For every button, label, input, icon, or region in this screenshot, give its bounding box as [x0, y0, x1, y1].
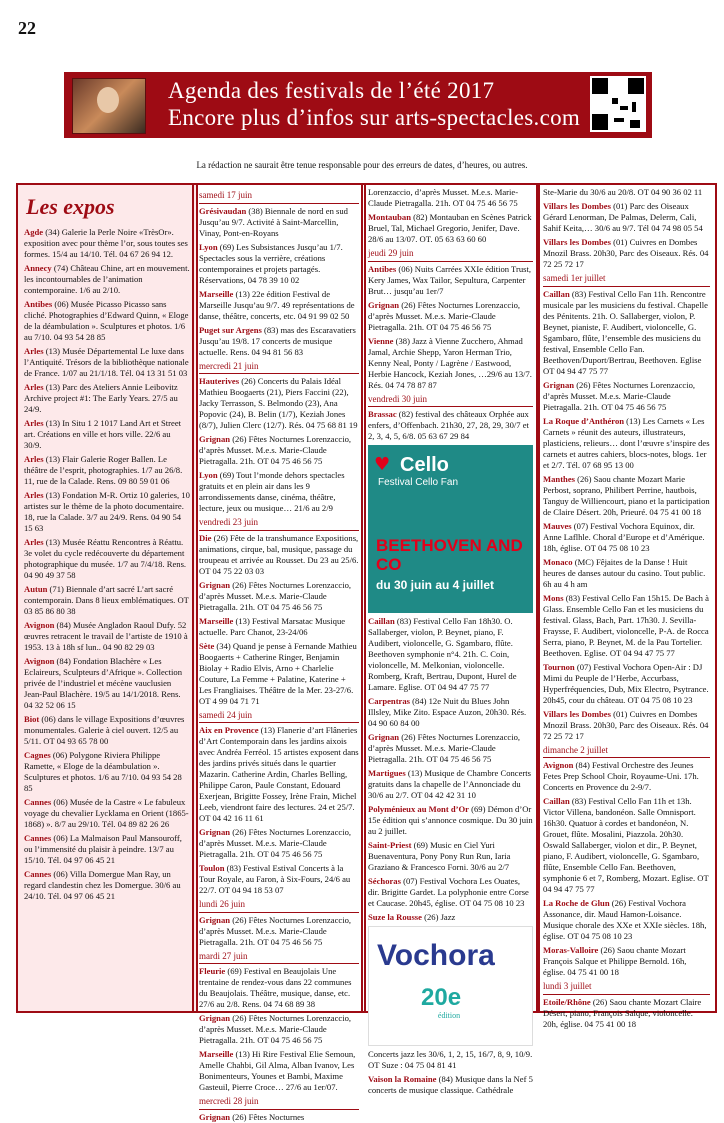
- agenda-entry: [24, 656, 190, 711]
- agenda-entry: [368, 1074, 533, 1096]
- entry-text: (38) Biennale de nord en sud Jusqu’au 9/7. Activité à Saint-Marcellin, Vinay, Pont-en-Royans: [199, 205, 348, 238]
- entry-text: (83) Festival Cello Fan 18h30. O. Sallaberger, violon, P. Beynet, piano, F. Audibert, violoncelle, G. Sgambaro, flûte. Beethoven symphonie n°4. 21h. C. Coin, violoncelle, M. Melkonian, violoncelle. Romberg, Kraft, Bertrau, Dupont, Hurel de Lamare. Eglise. OT 04 94 47 75 77: [368, 616, 517, 693]
- expos-column: [16, 183, 198, 1013]
- entry-text: (74) Château Chine, art en mouvement. les incontournables de l’animation contemporaine. 1/6 au 2/10.: [24, 263, 190, 296]
- agenda-entry: [368, 264, 533, 297]
- entry-text: (13) Hi Rire Festival Elie Semoun, Amelle Chahbi, Gil Alma, Alban Ivanov, Les Bonimenteurs, Younes et Bambi, Maxime Gasteuil, Pierre Croce… 27/6 au 1er/07.: [199, 1049, 356, 1093]
- entry-location: Mauves: [543, 520, 572, 531]
- entry-location: Vienne: [368, 335, 394, 346]
- entry-text: Ste-Marie du 30/6 au 20/8. OT 04 90 36 02 11: [543, 187, 703, 197]
- agenda-entry: [24, 537, 190, 581]
- entry-location: Arles: [24, 537, 44, 548]
- entry-text: (13) 22e édition Festival de Marseille Jusqu’au 9/7. 49 représentations de danse, théâtre, concerts, etc. 04 91 99 02 50: [199, 288, 355, 321]
- poster-subtitle: Festival Cello Fan: [378, 477, 459, 489]
- entry-text: (83) Festival Cello Fan 15h15. De Bach à Glass. Ensemble Cello Fan et les musiciens du festival. Glass, Bach, Part. 17h30. J. Sevilla-Fraysse, F. Audibert, violoncelle, P-A. de Rocca Serra, piano, P. Beynet, M. de la Pau Tortelier. Beethoven. Eglise. OT 04 94 47 75 77: [543, 592, 709, 658]
- entry-location: Arles: [24, 382, 44, 393]
- date-heading: samedi 17 juin: [199, 190, 359, 204]
- entry-location: Toulon: [199, 863, 225, 874]
- agenda-entry: [368, 696, 533, 729]
- entry-location: Grignan: [199, 827, 231, 838]
- agenda-entry: [24, 299, 190, 343]
- entry-location: Arles: [24, 418, 44, 429]
- entry-location: La Roque d’Anthéron: [543, 415, 625, 426]
- agenda-entry: [368, 840, 533, 873]
- agenda-column-2: [361, 183, 540, 1096]
- agenda-entry: [199, 206, 359, 239]
- agenda-entry: [199, 470, 359, 514]
- entry-text: (13) Fondation M-R. Ortiz 10 galeries, 10 artistes sur le thème de la photo documentaire. 18, rue la Calade. 3/7 au 24/9. Rens. 04 90 54 15 63: [24, 490, 190, 534]
- heart-icon: ♥: [374, 454, 391, 476]
- agenda-entry: [24, 584, 190, 617]
- agenda-entry: [368, 1049, 533, 1071]
- entry-location: Arles: [24, 454, 44, 465]
- entry-text: (26) Fêtes Nocturnes Lorenzaccio, d’après Musset. M.e.s. Marie-Claude Pietragalla. 21h. OT 04 75 46 56 75: [199, 914, 352, 947]
- agenda-entry: [368, 768, 533, 801]
- agenda-entry: [199, 289, 359, 322]
- entry-location: Avignon: [543, 760, 574, 771]
- agenda-entry: [24, 382, 190, 415]
- agenda-entry: [543, 662, 710, 706]
- entry-location: Agde: [24, 227, 44, 238]
- entry-text: (06) La Malmaison Paul Mansouroff, ou l’immensité du plaisir à peindre. 13/7 au 15/10. Tél. 04 97 06 45 21: [24, 833, 182, 866]
- date-heading: samedi 1er juillet: [543, 273, 710, 287]
- entry-location: Marseille: [199, 1049, 234, 1060]
- entry-text: (13) Musée Réattu Rencontres à Réattu. 3e volet du cycle redécouverte du département photographique du musée. 1/7 au 7/4/18. Rens. 04 90 49 37 58: [24, 537, 187, 581]
- date-heading: vendredi 23 juin: [199, 517, 359, 531]
- agenda-entry: [543, 898, 710, 942]
- entry-location: Villars les Dombes: [543, 708, 611, 719]
- entry-location: Avignon: [24, 656, 55, 667]
- entry-text: (13) Les Carnets « Les Carnets » réunit des auteurs, illustrateurs, plasticiens, relieurs… dont l’œuvre s’inspire des carnets et autres cahiers, blocs-notes, blogs. 1er et 2/7. Tél. 07 68 95 13 00: [543, 415, 710, 470]
- entry-location: Grignan: [368, 732, 400, 743]
- entry-text: (01) Cuivres en Dombes Mnozil Brass. 20h30, Parc des Oiseaux. Rés. 04 72 25 72 17: [543, 237, 709, 269]
- entry-text: (34) Quand je pense à Fernande Mathieu Boogaerts + Catherine Ringer, Benjamin Biolay + Radio Elvis, Arno + Charlelie Couture, La Femme + Palatine, Katerine + Les Frangliaises. Théâtre de la Mer. 23-27/6. OT 4 99 04 71 71: [199, 640, 357, 706]
- entry-location: Montauban: [368, 212, 411, 222]
- agenda-entry: [368, 212, 533, 245]
- agenda-entry: [24, 454, 190, 487]
- entry-text: (26) Jazz: [421, 912, 456, 923]
- entry-text: (26) Fêtes Nocturnes Lorenzaccio, d’après Musset. M.e.s. Marie-Claude Pietragalla. 21h. OT 04 75 46 56 75: [368, 299, 521, 332]
- agenda-entry: [199, 580, 359, 613]
- entry-location: Lyon: [199, 241, 218, 252]
- agenda-entry: [543, 416, 710, 471]
- agenda-entry: [199, 242, 359, 286]
- entry-location: Grignan: [199, 579, 231, 590]
- date-heading: vendredi 30 juin: [368, 394, 533, 408]
- entry-location: Cannes: [24, 797, 52, 808]
- entry-text: (MC) Fêjaites de la Danse ! Huit heures de danses autour du casino. Tout public. 6h au 4 h am: [543, 556, 706, 589]
- agenda-entry: [543, 557, 710, 590]
- entry-location: Saint-Priest: [368, 840, 412, 851]
- entry-location: Tournon: [543, 661, 575, 672]
- entry-location: Moras-Valloire: [543, 945, 599, 956]
- entry-location: Grignan: [543, 379, 575, 390]
- agenda-entry: [543, 237, 710, 270]
- entry-location: Fleurie: [199, 966, 226, 977]
- poster-tag: édition: [437, 1011, 461, 1021]
- entry-location: Antibes: [368, 263, 397, 274]
- agenda-entry: [543, 201, 710, 234]
- entry-location: Cannes: [24, 833, 52, 844]
- entry-text: (69) Les Subsistances Jusqu’au 1/7. Spectacles sous la verrière, créations contemporaines et projets partagés. Réservations, 04 78 39 10 02: [199, 241, 343, 285]
- entry-location: Brassac: [368, 409, 397, 420]
- entry-location: Marseille: [199, 288, 234, 299]
- agenda-entry: [199, 1112, 359, 1123]
- agenda-entry: [368, 187, 533, 209]
- entry-text: (07) Festival Vochora Open-Air : DJ Mimi du Peuple de l’Herbe, Accurbass, Hyperfréquencies, Dub, Mix Electro, Psytrance. 20h45, cour du château. OT 04 75 08 10 23: [543, 661, 709, 705]
- date-heading: jeudi 29 juin: [368, 248, 533, 262]
- entry-text: (71) Biennale d’art sacré L’art sacré contemporain. Dans 8 lieux emblématiques. OT 03 85 86 80 38: [24, 584, 189, 617]
- agenda-entry: [543, 796, 710, 895]
- entry-location: Hauterives: [199, 376, 240, 387]
- entry-text: (83) Festival Cello Fan 11h et 13h. Victor Villena, bandonéon. Salle Omnisport. 16h30. Quatuor à cordes et bandonéon, N. Grouet, flûte. Mosalini, Piazzola. 20h30. Oswald Sallaberger, violon et dir., P. Beynet, piano, F. Audibert, violoncelle, G. Sgambaro, flûte, Ensemble Cello Fan. Beethoven, symphonie 6 et 7, Romberg, Mozart. Eglise. OT 04 94 47 75 77: [543, 796, 709, 895]
- entry-text: (26) Concerts du Palais Idéal Mathieu Boogaerts (21), Piers Faccini (22), Jacky Terrasson, S. Belmondo (23), Ana Popovic (24), B. Belin (1/7), Keziah Jones (8/7), Julien Clerc (12/7). Rés. 04 75 68 81 19: [199, 376, 358, 431]
- agenda-entry: [24, 833, 190, 866]
- expos-list: [24, 227, 190, 902]
- entry-location: Grignan: [199, 1013, 231, 1024]
- agenda-column-3: [536, 183, 717, 1029]
- date-heading: dimanche 2 juillet: [543, 745, 710, 759]
- entry-text: (26) Fêtes Nocturnes Lorenzaccio, d’après Musset. M.e.s. Marie-Claude Pietragalla. 21h. OT 04 75 46 56 75: [199, 827, 352, 860]
- entry-location: Caillan: [543, 288, 570, 299]
- poster-edition: 20e: [421, 984, 462, 1012]
- agenda-entry: [199, 725, 359, 824]
- entry-location: Sète: [199, 640, 215, 651]
- entry-text: (06) Polygone Riviera Philippe Ramette, « Eloge de la déambulation ». Sculptures et photos. 1/6 au 7/10. 04 93 54 28 85: [24, 750, 182, 794]
- agenda-entry: [543, 997, 710, 1030]
- date-heading: samedi 24 juin: [199, 710, 359, 724]
- agenda-entry: [24, 797, 190, 830]
- entry-text: (82) festival des châteaux Orphée aux enfers, d’Offenbach. 21h30, 27, 28, 29, 30/7 et 2, 3, 4, 5, 6/8. 05 63 67 29 84: [368, 409, 529, 442]
- entry-location: Polyménieux au Mont d’Or: [368, 804, 469, 815]
- agenda-entry: [368, 912, 533, 923]
- entry-text: (34) Galerie la Perle Noire «TrèsOr». exposition avec pour thème l’or, sous toutes ses formes. 15/4 au 14/10. Tél. 04 67 26 94 12.: [24, 227, 188, 260]
- agenda-entry: [368, 804, 533, 837]
- poster-slogan: BEETHOVEN AND CO: [376, 536, 523, 574]
- agenda-column-1: [192, 183, 366, 1122]
- poster-title: Cello: [400, 454, 449, 477]
- entry-text: (82) Montauban en Scènes Patrick Bruel, Tal, Michael Gregorio, Jenifer, Dave. 28/6 au 13/07. OT. 05 63 63 60 60: [368, 212, 532, 244]
- entry-location: Caillan: [543, 796, 570, 807]
- entry-location: Grignan: [368, 299, 400, 310]
- entry-text: (06) dans le village Expositions d’œuvres monumentales. Galerie à ciel ouvert. 12/5 au 5/11. OT 04 93 65 78 00: [24, 714, 185, 747]
- entry-text: (13) Flanerie d’art Flâneries d’Art Contemporain dans les jardins aixois avec Andréa Ferréol. 15 artistes exposent dans des jardins privés situés dans le quartier Mazarin. Catherine Ardin, Charles Belling, Philippe Caron, Paule Constant, Edouard Exerjean, Brigitte Fossey, Irène Frain, Michel Leeb, viendront faire des lectures. 24 et 25/7. OT 04 42 16 11 61: [199, 725, 359, 824]
- entry-location: Annecy: [24, 263, 52, 274]
- entry-text: (83) Festival Estival Concerts à la Tour Royale, au Faron, à Six-Fours, 24/6 au 22/7. OT 04 94 18 53 07: [199, 863, 351, 896]
- entry-text: (13) In Situ 1 2 1017 Land Art et Street art. Créations en ville et hors ville. 22/6 au 30/9.: [24, 418, 182, 451]
- agenda-entry: [24, 227, 190, 260]
- entry-text: (01) Parc des Oiseaux Gérard Lenorman, De Palmas, Delerm, Cali, Sahif Keita,… 30/6 au 9/7. Tél 04 74 98 05 54: [543, 201, 703, 233]
- entry-text: (84) Fondation Blachère « Les Eclaireurs, Sculpteurs d’Afrique ». Collection privée de l’industriel et mécène vauclusien Jean-Paul Blachère. 19/5 au 14/1/2018. Rens. 04 32 52 06 15: [24, 656, 182, 711]
- agenda-entry: [368, 732, 533, 765]
- agenda-entry: [199, 1013, 359, 1046]
- entry-location: Villars les Dombes: [543, 237, 611, 247]
- entry-location: Martigues: [368, 768, 406, 779]
- agenda-entry: [368, 300, 533, 333]
- poster-dates: du 30 juin au 4 juillet: [376, 578, 495, 593]
- entry-text: (06) Musée Picasso Picasso sans cliché. Photographies d’Edward Quinn, « Eloge de la déambulation ». Sculptures et photos. 1/6 au 7/10. 04 93 54 28 85: [24, 299, 189, 343]
- cello-fan-poster: [368, 445, 533, 613]
- entry-location: Arles: [24, 346, 44, 357]
- agenda-entry: [24, 869, 190, 902]
- entry-text: (13) Musée Départemental Le luxe dans l’Antiquité. Trésors de la bibliothèque nationale de France. 1/07 au 21/1/18. Tél. 04 13 31 51 03: [24, 346, 189, 379]
- banner-subtitle: Encore plus d’infos sur arts-spectacles.com: [168, 105, 581, 130]
- entry-text: (69) Démon d’Or 15e édition qui s’annonce cosmique. Du 30 juin au 2 juillet.: [368, 804, 533, 837]
- agenda-entry: [199, 863, 359, 896]
- entry-text: (26) Saou chante Mozart François Salque et Philippe Bernold. 16h, église. 04 75 41 00 18: [543, 945, 687, 978]
- entry-text: (06) Musée de la Castre « Le fabuleux voyage du chevalier Lycklama en Orient (1865-1868) ». 8/7 au 29/10. Tél. 04 89 82 26 26: [24, 797, 189, 830]
- entry-text: (07) Festival Vochora Les Ouates, dir. Brigitte Gardet. La polyphonie entre Corse et Caucase. 20h45, église. OT 04 75 08 10 23: [368, 876, 529, 909]
- entry-text: (07) Festival Vochora Equinox, dir. Anne Laflhle. Choral d’Europe et d’Amérique. 18h, église. OT 04 75 08 10 23: [543, 520, 705, 553]
- entry-location: Séchoras: [368, 876, 401, 887]
- agenda-entry: [199, 533, 359, 577]
- entry-location: Biot: [24, 714, 40, 725]
- entry-location: Marseille: [199, 615, 234, 626]
- entry-location: Mons: [543, 592, 564, 603]
- entry-text: (26) Fêtes Nocturnes Lorenzaccio, d’après Musset. M.e.s. Marie-Claude Pietragalla. 21h. OT 04 75 46 56 75: [199, 1013, 352, 1046]
- entry-text: (26) Fêtes Nocturnes Lorenzaccio, d’après Musset. M.e.s. Marie-Claude Pietragalla. 21h. OT 04 75 46 56 75: [199, 579, 352, 612]
- entry-location: Aix en Provence: [199, 725, 259, 736]
- agenda-entry: [24, 714, 190, 747]
- agenda-entry: [24, 418, 190, 451]
- agenda-entry: [543, 289, 710, 377]
- entry-location: Lyon: [199, 470, 218, 481]
- entry-text: (83) Festival Cello Fan 11h. Rencontre musicale par les musiciens du festival. Chapelle des Pénitents. 21h. O. Sallaberger, violon, P. Beynet, pianiste, F. Audibert, violoncelle, G. Sgambaro, flûte, l’ensemble des musiciens du festival, Ensemble Cello Fan. Beethoven/Duport/Bertrau, Beethoven. Eglise OT 04 94 47 75 77: [543, 288, 708, 376]
- agenda-entry: [543, 521, 710, 554]
- entry-text: Concerts jazz les 30/6, 1, 2, 15, 16/7, 8, 9, 10/9. OT Suze : 04 75 04 81 41: [368, 1049, 533, 1071]
- entry-text: (01) Cuivres en Dombes Mnozil Brass. 20h30, Parc des Oiseaux. Rés. 04 72 25 72 17: [543, 708, 709, 741]
- entry-text: (84) 12e Nuit du Blues John Illsley, Mike Zito. Espace Auzon, 20h30. Rés. 04 90 60 84 00: [368, 696, 527, 729]
- entry-text: (83) mas des Escaravatiers Jusqu’au 19/8. 17 concerts de musique actuelle. Rens. 04 94 81 56 83: [199, 324, 356, 357]
- date-heading: mardi 27 juin: [199, 951, 359, 965]
- agenda-entry: [199, 616, 359, 638]
- entry-location: Manthes: [543, 473, 575, 484]
- entry-location: Puget sur Argens: [199, 324, 262, 335]
- agenda-entry: [24, 346, 190, 379]
- entry-text: (26) Fêtes Nocturnes: [230, 1111, 305, 1122]
- agenda-entry: [199, 915, 359, 948]
- banner-title: Agenda des festivals de l’été 2017: [168, 78, 495, 103]
- agenda-entry: [199, 827, 359, 860]
- entry-text: (06) Villa Domergue Man Ray, un regard clandestin chez les Domergue. 30/6 au 24/10. Tél. 04 97 06 45 21: [24, 869, 181, 902]
- entry-location: Cannes: [24, 869, 52, 880]
- entry-location: Autun: [24, 584, 48, 595]
- page-number: 22: [18, 18, 36, 38]
- poster-title: Vochora: [377, 939, 495, 973]
- qr-code-icon[interactable]: [590, 76, 646, 132]
- agenda-entry: [24, 750, 190, 794]
- entry-text: (13) Parc des Ateliers Annie Leibovitz Archive project #1: The Early Years. 27/5 au 24/9.: [24, 382, 178, 415]
- entry-text: Lorenzaccio, d’après Musset. M.e.s. Marie-Claude Pietragalla. 21h. OT 04 75 46 56 75: [368, 187, 519, 208]
- entry-location: Antibes: [24, 299, 53, 310]
- entry-text: (69) Festival en Beaujolais Une trentaine de rendez-vous dans 22 communes du Beaujolais. Théâtre, musique, danse, etc. 27/6 au 2/8. Rens. 04 74 68 89 38: [199, 966, 352, 1010]
- entry-text: (69) Tout l’monde dehors spectacles gratuits et en plein air dans les 9 arrondissements danse, cinéma, théâtre, lecture, jeux ou musique… 21/6 au 2/9: [199, 470, 345, 514]
- date-heading: mercredi 28 juin: [199, 1096, 359, 1110]
- banner-photo: [72, 78, 146, 134]
- agenda-entry: [368, 876, 533, 909]
- entry-text: (69) Music en Ciel Yuri Buenaventura, Pony Pony Run Run, Iaria Graziano & Francesco Forni. 30/6 au 2/7: [368, 840, 511, 873]
- agenda-entry: [199, 325, 359, 358]
- entry-location: Avignon: [24, 620, 55, 631]
- entry-text: (26) Festival Vochora Assonance, dir. Maud Hamon-Loisance. Musique chorale des XXe et XXIe siècles. 18h, église. OT 04 75 08 10 23: [543, 898, 707, 942]
- entry-text: (38) Jazz à Vienne Zucchero, Ahmad Jamal, Archie Shepp, Yaron Herman Trio, Kenny Neal, Ponty / Lagrène / Eastwood, Herbie Hancock, Keziah Jones, …29/6 au 13/7. Rés. 04 74 78 87 87: [368, 335, 532, 390]
- agenda-entry: [543, 945, 710, 978]
- agenda-entry: [543, 474, 710, 518]
- agenda-entry: [543, 709, 710, 742]
- agenda-entry: [199, 434, 359, 467]
- entry-text: (26) Saou chante Mozart Claire Désert, piano, François Salque, violoncelle. 20h, église. 04 75 41 00 18: [543, 996, 702, 1029]
- entry-text: (84) Festival Orchestre des Jeunes Fetes Prep School Choir, Royaume-Uni. 17h. Concerts en Provence du 2-9/7.: [543, 760, 699, 793]
- date-heading: mercredi 21 juin: [199, 361, 359, 375]
- expos-title: Les expos: [26, 194, 115, 219]
- entry-location: Grésivaudan: [199, 205, 247, 216]
- entry-text: (84) Musique dans la Nef 5 concerts de musique classique. Cathédrale: [368, 1074, 533, 1096]
- agenda-entry: [543, 760, 710, 793]
- date-heading: lundi 26 juin: [199, 899, 359, 913]
- agenda-entry: [199, 376, 359, 431]
- entry-text: (84) Musée Angladon Raoul Dufy. 52 œuvres retracent le travail de l’artiste de 1910 à 1953. 13 à 18h sf lun.. 04 90 82 29 03: [24, 620, 188, 653]
- entry-text: (26) Saou chante Mozart Marie Perbost, soprano, Philibert Perrine, hautbois, Tanguy de Williencourt, piano et la participation de Claire Désert. 20h, Prieuré. 04 75 41 00 18: [543, 473, 710, 517]
- entry-location: La Roche de Glun: [543, 898, 610, 909]
- entry-location: Die: [199, 532, 212, 543]
- agenda-banner[interactable]: [64, 72, 652, 138]
- agenda-entry: [199, 1049, 359, 1093]
- date-heading: lundi 3 juillet: [543, 981, 710, 995]
- agenda-entry: [368, 616, 533, 693]
- agenda-entry: [543, 187, 710, 198]
- entry-text: (13) Musique de Chambre Concerts gratuits dans la chapelle de l’Annonciade du 30/6 au 2/7. OT 04 42 42 31 10: [368, 768, 532, 801]
- agenda-entry: [368, 336, 533, 391]
- disclaimer: La rédaction ne saurait être tenue responsable pour des erreurs de dates, d’heures, ou autres.: [196, 160, 528, 170]
- agenda-entry: [199, 966, 359, 1010]
- entry-location: Etoile/Rhône: [543, 996, 591, 1007]
- entry-location: Vaison la Romaine: [368, 1074, 437, 1085]
- agenda-entry: [543, 380, 710, 413]
- entry-location: Grignan: [199, 1111, 231, 1122]
- entry-location: Grignan: [199, 914, 231, 925]
- entry-text: (13) Flair Galerie Roger Ballen. Le théâtre de l’esprit, photographies. 1/7 au 26/8. 11, rue de la Calade. Rens. 09 80 59 01 06: [24, 454, 183, 487]
- entry-text: (26) Fêtes Nocturnes Lorenzaccio, d’après Musset. M.e.s. Marie-Claude Pietragalla. 21h. OT 04 75 46 56 75: [368, 732, 521, 765]
- entry-text: (26) Fêtes Nocturnes Lorenzaccio, d’après Musset. M.e.s. Marie-Claude Pietragalla. 21h. OT 04 75 46 56 75: [543, 379, 696, 412]
- agenda-entry: [368, 409, 533, 442]
- entry-location: Caillan: [368, 616, 395, 627]
- entry-text: (13) Festival Marsatac Musique actuelle. Parc Chanot, 23-24/06: [199, 615, 346, 637]
- agenda-entry: [24, 620, 190, 653]
- agenda-entry: [199, 641, 359, 707]
- agenda-entry: [24, 490, 190, 534]
- entry-location: Cagnes: [24, 750, 51, 761]
- entry-location: Monaco: [543, 556, 573, 567]
- agenda-entry: [24, 263, 190, 296]
- entry-location: Suze la Rousse: [368, 912, 422, 923]
- entry-location: Villars les Dombes: [543, 201, 611, 211]
- entry-text: (26) Fêtes Nocturnes Lorenzaccio, d’après Musset. M.e.s. Marie-Claude Pietragalla. 21h. OT 04 75 46 56 75: [199, 434, 352, 467]
- entry-text: (26) Fête de la transhumance Expositions, animations, cirque, bal, musique, passage du troupeau et arrivée au Rousset. Du 23 au 25/6. OT 04 75 22 03 03: [199, 532, 359, 576]
- entry-location: Arles: [24, 490, 44, 501]
- entry-location: Carpentras: [368, 696, 411, 707]
- entry-text: (06) Nuits Carrées XXIe édition Trust, Kery James, Wax Tailor, Sepultura, Carpenter Brut… jusqu’au 1er/7: [368, 263, 532, 296]
- entry-location: Grignan: [199, 434, 231, 445]
- agenda-entry: [543, 593, 710, 659]
- vochora-poster: [368, 926, 533, 1046]
